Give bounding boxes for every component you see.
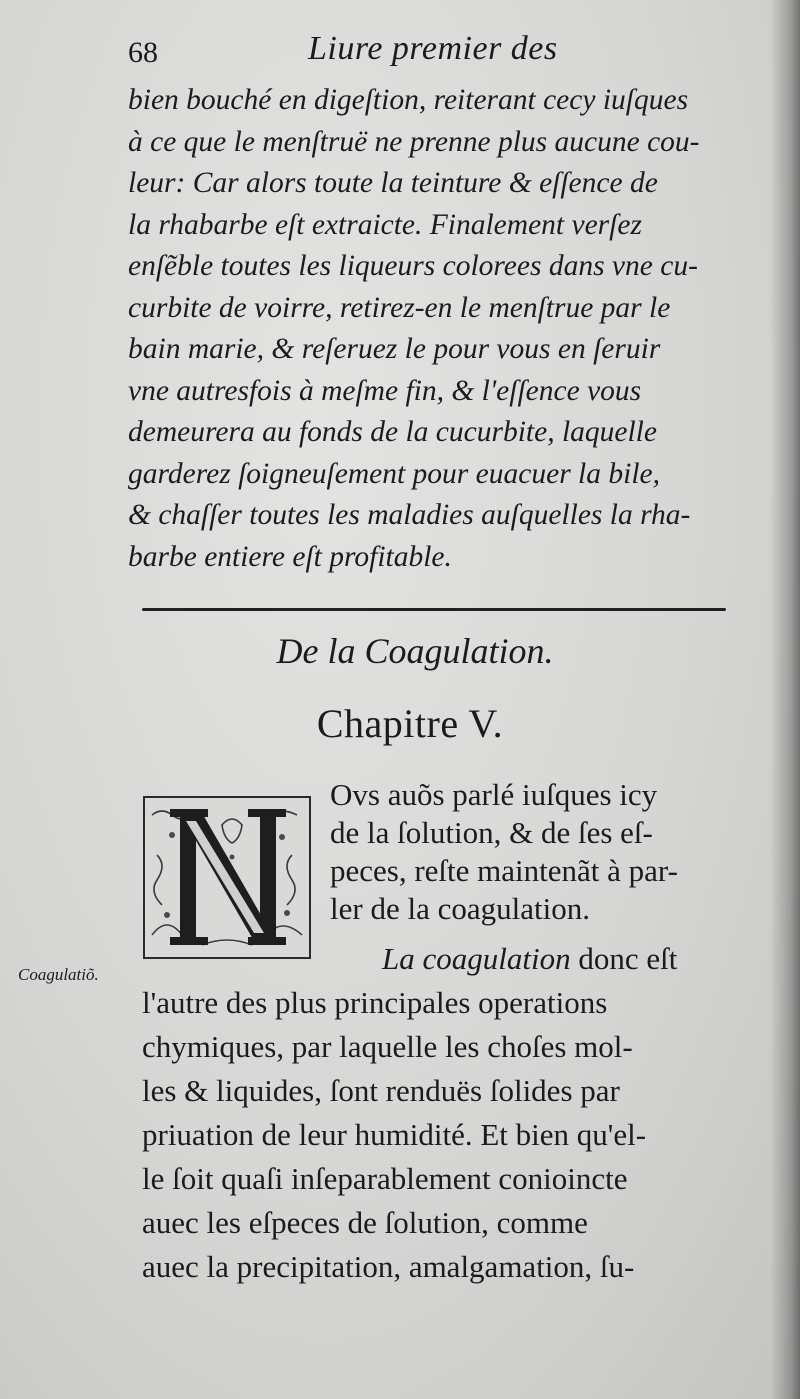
text-line: la rhabarbe eſt extraicte. Finalement verſez: [128, 208, 642, 241]
text-line: auec les eſpeces de ſolution, comme: [142, 1205, 588, 1240]
text-line: l'autre des plus principales operations: [142, 985, 608, 1020]
first-paragraph: [330, 776, 740, 928]
text-line: & chaſſer toutes les maladies auſquelles la rha-: [128, 499, 691, 531]
text-line: garderez ſoigneuſement pour euacuer la bile,: [128, 457, 660, 490]
text-line: priuation de leur humidité. Et bien qu'el-: [142, 1117, 647, 1152]
text-line: Ovs auõs parlé iuſques icy: [330, 777, 658, 812]
section-title: De la Coagulation.: [276, 631, 554, 671]
marginal-note: Coagulatiõ.: [18, 965, 99, 984]
lead-text: donc eſt: [570, 941, 678, 976]
second-paragraph: [142, 937, 742, 1289]
text-line: demeurera au fonds de la cucurbite, laquelle: [128, 416, 657, 448]
continuation-paragraph: [128, 80, 738, 578]
running-title: Liure premier des: [308, 30, 558, 67]
chapter-title: Chapitre V.: [316, 701, 504, 746]
text-line: le ſoit quaſi inſeparablement conioincte: [142, 1161, 628, 1196]
lead-italic-term: La coagulation: [382, 941, 571, 976]
text-line: ler de la coagulation.: [330, 891, 590, 926]
text-line: bien bouché en digeſtion, reiterant cecy iuſques: [128, 84, 689, 116]
text-line: barbe entiere eſt profitable.: [128, 540, 452, 573]
text-line: vne autresfois à meſme fin, & l'eſſence vous: [128, 374, 642, 407]
text-line: de la ſolution, & de ſes eſ-: [330, 815, 653, 850]
ornamental-initial-N-icon: [142, 795, 312, 960]
text-line: peces, reſte maintenãt à par-: [330, 853, 678, 888]
text-line: chymiques, par laquelle les choſes mol-: [142, 1029, 633, 1064]
page-number: 68: [128, 36, 158, 69]
text-line: leur: Car alors toute la teinture & eſſence de: [128, 167, 658, 199]
text-line: curbite de voirre, retirez-en le menſtrue par le: [128, 291, 671, 324]
text-line: les & liquides, ſont renduës ſolides par: [142, 1073, 620, 1108]
text-line: à ce que le menſtruë ne prenne plus aucune cou-: [128, 125, 700, 158]
paragraph-lead-line: [142, 937, 742, 981]
text-line: bain marie, & reſeruez le pour vous en ſeruir: [128, 333, 661, 365]
page-header: [128, 30, 748, 80]
section-divider-rule: [142, 608, 726, 611]
text-line: enſẽble toutes les liqueurs colorees dans vne cu-: [128, 250, 698, 282]
text-line: auec la precipitation, amalgamation, ſu-: [142, 1249, 635, 1284]
